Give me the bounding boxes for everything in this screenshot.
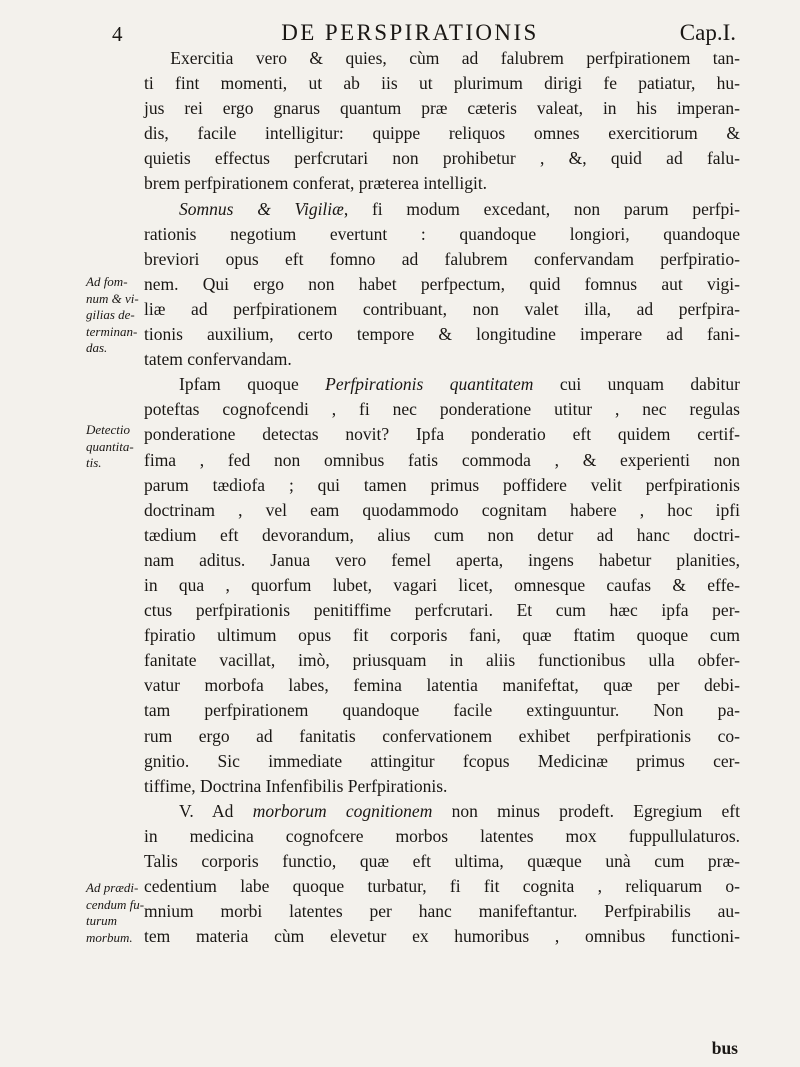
text-line: tædium eft devorandum, alius cum non detur ad hanc doctri- [144,524,740,545]
margin-note-line: num & vi- [86,290,139,306]
text-line: cedentium labe quoque turbatur, fi fit cognita , reliquarum o- [144,876,740,897]
text-line: fanitate vacillat, imò, priusquam in aliis functionibus ulla obfer- [144,650,740,671]
margin-note-line: quantita- [86,438,134,454]
text-line: ti fint momenti, ut ab iis ut plurimum dirigi fe patiatur, hu- [144,73,740,94]
margin-note-line: Ad fom- [86,274,128,289]
text-line: quietis effectus perfcrutari non prohibetur , &, quid ad falu- [144,148,740,169]
text-line: vatur morbofa labes, femina latentia manifeftat, quæ per debi- [144,675,740,696]
text-fragment: non minus prodeft. Egregium eft [432,800,740,821]
margin-note-line: das. [86,340,108,355]
text-line: jus rei ergo gnarus quantum præ cæteris valeat, in his imperan- [144,98,740,119]
text-line: tionis auxilium, certo tempore & longitudine imperare ad fani- [144,324,740,345]
text-line: rationis negotium evertunt : quandoque longiori, quandoque [144,223,740,244]
text-line: nam aditus. Janua vero femel aperta, ingens habetur planities, [144,549,740,570]
margin-note-line: Ad prædi- [86,880,139,895]
text-line: in qua , quorfum lubet, vagari licet, omnesque caufas & effe- [144,574,740,595]
page-number: 4 [112,22,123,46]
margin-note-line: tis. [86,455,102,470]
margin-note-line: Detectio [86,422,131,437]
text-line: fima , fed non omnibus fatis commoda , & experienti non [144,449,740,470]
text-line: liæ ad perfpirationem contribuant, non valet illa, ad perfpira- [144,298,740,319]
running-title: DE PERSPIRATIONIS [281,20,539,45]
margin-note-line: turum [86,913,118,928]
italic-phrase: morborum cognitionem [252,800,433,821]
text-line: in medicina cognofcere morbos latentes mox fuppullulaturos. [144,825,740,846]
text-fragment: , fi modum excedant, non parum perfpi- [343,198,740,219]
text-line: gnitio. Sic immediate attingitur fcopus Medicinæ primus cer- [144,750,740,771]
running-header [80,10,740,44]
margin-note-line: gilias de- [86,307,135,322]
text-line: tam perfpirationem quandoque facile extinguuntur. Non pa- [144,700,740,721]
margin-note-sleep [86,274,144,357]
text-line: tiffime, Doctrina Infenfibilis Perfpirationis. [144,775,448,796]
text-line: brem perfpirationem conferat, præterea intelligit. [144,173,488,194]
text-line: doctrinam , vel eam quodammodo cognitam habere , hoc ipfi [144,499,740,520]
margin-note-line: terminan- [86,323,138,339]
text-line [144,197,740,222]
text-line: Exercitia vero & quies, cùm ad falubrem perfpirationem tan- [170,48,740,68]
text-line: nem. Qui ergo non habet perfpectum, quid fomnus aut vigi- [144,273,740,294]
text-line [144,372,740,397]
text-line: rum ergo ad fanitatis confervationem exhibet perfpirationis co- [144,725,740,746]
text-line: tatem confervandam. [144,349,292,370]
margin-note-prediction [86,880,144,946]
text-fragment: V. Ad [179,800,253,821]
italic-phrase: Perfpirationis quantitatem [325,374,534,395]
text-line: Talis corporis functio, quæ eft ultima, quæque unà cum præ- [144,851,740,871]
text-fragment: cui unquam dabitur [533,374,740,395]
main-text [144,46,740,949]
text-line: fpiratio ultimum opus fit corporis fani, quæ ftatim quoque cum [144,625,740,646]
text-fragment: Ipfam quoque [179,374,326,395]
chapter-label: Cap.I. [679,20,736,45]
text-line: mnium morbi latentes per hanc manifeftantur. Perfpirabilis au- [144,901,740,922]
text-line: tem materia cùm elevetur ex humoribus , omnibus functioni- [144,926,740,947]
text-line: parum tædiofa ; qui tamen primus poffidere velit perfpirationis [144,474,740,495]
margin-note-line: morbum. [86,929,133,945]
text-line: dis, facile intelligitur: quippe reliquos omnes exercitiorum & [144,123,740,144]
catchword: bus [711,1038,738,1058]
text-line: ponderatione detectas novit? Ipfa ponderatio eft quidem certif- [144,424,740,445]
margin-note-line: cendum fu- [86,896,145,912]
text-line: poteftas cognofcendi , fi nec ponderatione utitur , nec regulas [144,399,740,420]
italic-phrase: Somnus & Vigiliæ [179,198,344,219]
text-line: ctus perfpirationis penitiffime perfcrutari. Et cum hæc ipfa per- [144,600,740,621]
text-line [144,799,740,824]
margin-note-quantity [86,422,144,472]
text-line: breviori opus eft fomno ad falubrem confervandam perfpiratio- [144,248,740,269]
